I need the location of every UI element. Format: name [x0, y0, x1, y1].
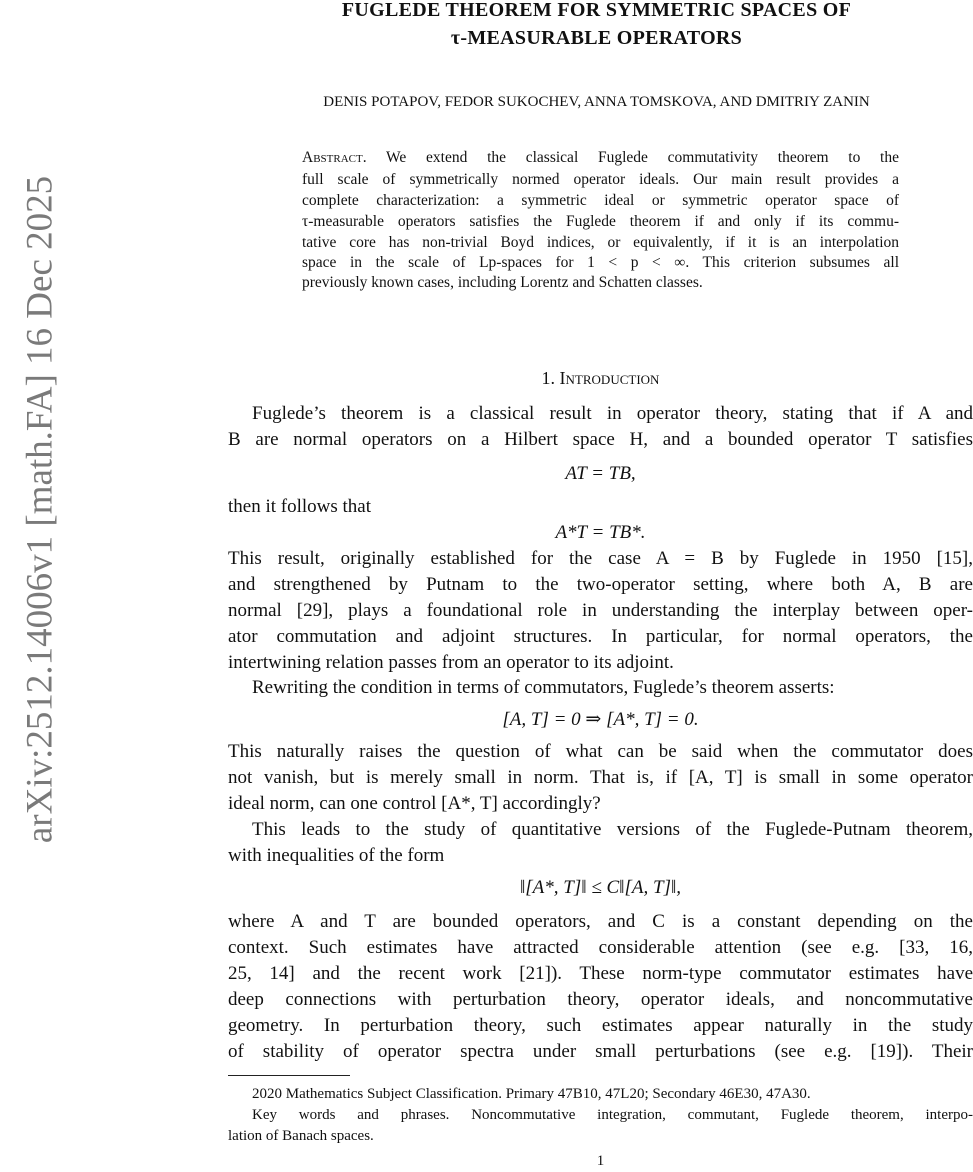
abstract-line: We extend the classical Fuglede commutativity theorem to the: [386, 149, 899, 166]
paragraph-line: Rewriting the condition in terms of commutators, Fuglede’s theorem asserts:: [252, 677, 835, 698]
footnote-msc: 2020 Mathematics Subject Classification. Primary 47B10, 47L20; Secondary 46E30, 47A30.: [252, 1086, 811, 1102]
paragraph-line: then it follows that: [228, 496, 372, 517]
paragraph-line: 25, 14] and the recent work [21]). These norm-type commutator estimates have: [228, 963, 973, 984]
footnote-keywords: Key words and phrases. Noncommutative integration, commutant, Fuglede theorem, interpo-: [252, 1107, 973, 1123]
paragraph-line: B are normal operators on a Hilbert space H, and a bounded operator T satisfies: [228, 429, 973, 450]
paragraph-line: with inequalities of the form: [228, 845, 445, 866]
abstract-line: full scale of symmetrically normed operator ideals. Our main result provides a: [302, 171, 899, 188]
footnote-keywords-cont: lation of Banach spaces.: [228, 1128, 374, 1144]
paragraph-line: and strengthened by Putnam to the two-operator setting, where both A, B are: [228, 574, 973, 595]
arxiv-stamp: arXiv:2512.14006v1 [math.FA] 16 Dec 2025: [19, 175, 61, 844]
abstract-label: Abstract.: [302, 149, 367, 166]
equation: AT = TB,: [565, 463, 636, 484]
paragraph-line: normal [29], plays a foundational role in understanding the interplay between oper-: [228, 600, 973, 621]
authors: DENIS POTAPOV, FEDOR SUKOCHEV, ANNA TOMSKOVA, AND DMITRIY ZANIN: [323, 94, 870, 110]
paragraph-line: ator commutation and adjoint structures. In particular, for normal operators, the: [228, 626, 973, 647]
paragraph-line: geometry. In perturbation theory, such estimates appear naturally in the study: [228, 1015, 973, 1036]
paragraph-line: where A and T are bounded operators, and C is a constant depending on the: [228, 911, 973, 932]
paper-title-line-1: FUGLEDE THEOREM FOR SYMMETRIC SPACES OF: [341, 0, 852, 21]
section-heading: 1. Introduction: [541, 368, 660, 388]
paragraph-line: not vanish, but is merely small in norm. That is, if [A, T] is small in some operator: [228, 767, 973, 788]
paragraph-line: ideal norm, can one control [A*, T] accordingly?: [228, 793, 601, 814]
equation: [A, T] = 0 ⇒ [A*, T] = 0.: [502, 709, 699, 730]
paragraph-line: Fuglede’s theorem is a classical result in operator theory, stating that if A and: [252, 403, 973, 424]
equation: ‖[A*, T]‖ ≤ C‖[A, T]‖,: [519, 877, 682, 898]
paragraph-line: This result, originally established for the case A = B by Fuglede in 1950 [15],: [228, 548, 973, 569]
abstract-line: complete characterization: a symmetric ideal or symmetric operator space of: [302, 192, 899, 209]
paragraph-line: context. Such estimates have attracted considerable attention (see e.g. [33, 16,: [228, 937, 973, 958]
abstract-line: space in the scale of Lp-spaces for 1 < p < ∞. This criterion subsumes all: [302, 254, 899, 271]
page-number: 1: [596, 1153, 605, 1169]
paragraph-line: deep connections with perturbation theory, operator ideals, and noncommutative: [228, 989, 973, 1010]
equation: A*T = TB*.: [555, 522, 646, 543]
paragraph-line: This leads to the study of quantitative versions of the Fuglede-Putnam theorem,: [252, 819, 973, 840]
paper-title-line-2: τ-MEASURABLE OPERATORS: [450, 27, 743, 49]
paragraph-line: of stability of operator spectra under small perturbations (see e.g. [19]). Their: [228, 1041, 973, 1062]
abstract-line: τ-measurable operators satisfies the Fuglede theorem if and only if its commu-: [302, 213, 899, 230]
footnote-rule: [228, 1075, 350, 1076]
abstract-line: previously known cases, including Lorentz and Schatten classes.: [302, 274, 703, 291]
paragraph-line: This naturally raises the question of what can be said when the commutator does: [228, 741, 973, 762]
paragraph-line: intertwining relation passes from an operator to its adjoint.: [228, 652, 674, 673]
abstract-line: tative core has non-trivial Boyd indices, or equivalently, if it is an interpolation: [302, 234, 899, 251]
